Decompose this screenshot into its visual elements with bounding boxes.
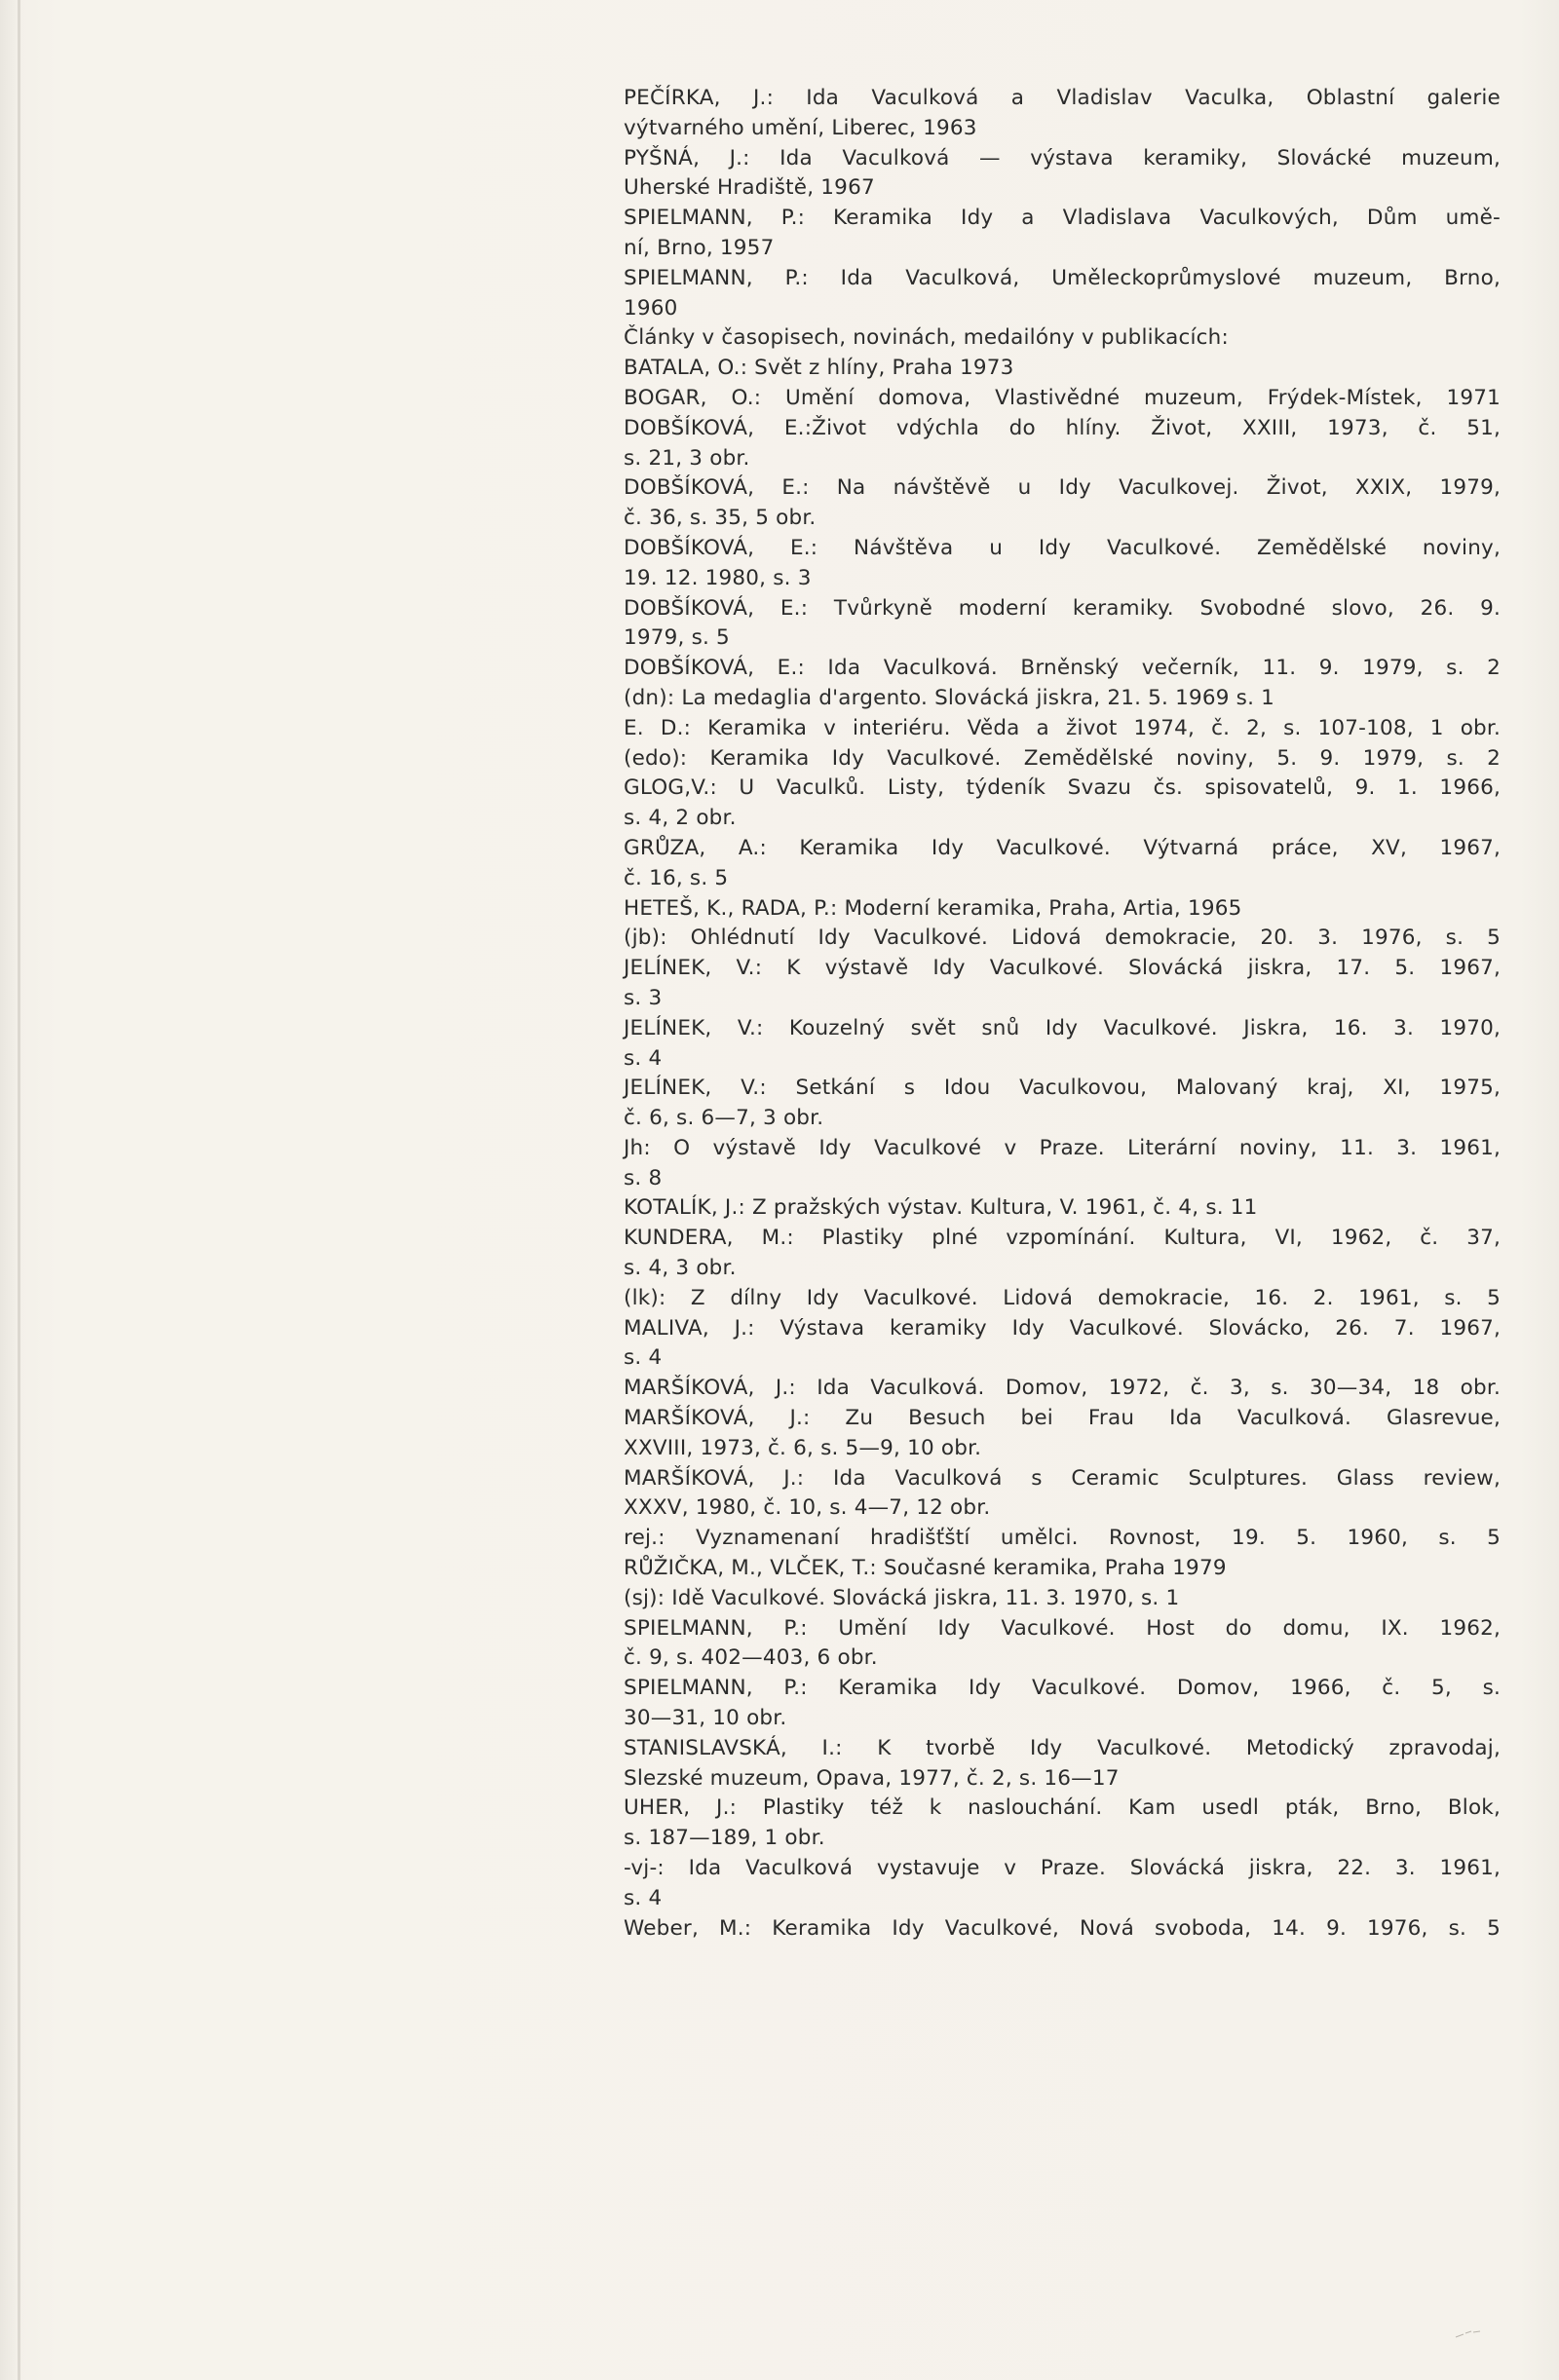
bibliography-line: JELÍNEK, V.: K výstavě Idy Vaculkové. Slovácká jiskra, 17. 5. 1967, bbox=[624, 956, 1501, 981]
bibliography-line: STANISLAVSKÁ, I.: K tvorbě Idy Vaculkové. Metodický zpravodaj, bbox=[624, 1735, 1501, 1760]
bibliography-line: s. 4 bbox=[624, 1345, 663, 1371]
bibliography-line: č. 9, s. 402—403, 6 obr. bbox=[624, 1645, 878, 1671]
bibliography-line: KOTALÍK, J.: Z pražských výstav. Kultura, V. 1961, č. 4, s. 11 bbox=[624, 1195, 1258, 1221]
bibliography-line: ní, Brno, 1957 bbox=[624, 235, 775, 260]
bibliography-line: s. 8 bbox=[624, 1165, 663, 1190]
bibliography-line: 1979, s. 5 bbox=[624, 625, 730, 651]
bibliography-line: XXXV, 1980, č. 10, s. 4—7, 12 obr. bbox=[624, 1495, 991, 1521]
bibliography-line: s. 4 bbox=[624, 1885, 663, 1910]
bibliography-line: MARŠÍKOVÁ, J.: Zu Besuch bei Frau Ida Vaculková. Glasrevue, bbox=[624, 1406, 1501, 1431]
bibliography-line: DOBŠÍKOVÁ, E.:Život vdýchla do hlíny. Život, XXIII, 1973, č. 51, bbox=[624, 415, 1501, 440]
binding-edge bbox=[18, 0, 20, 2380]
bibliography-line: výtvarného umění, Liberec, 1963 bbox=[624, 115, 977, 140]
bibliography-line: s. 3 bbox=[624, 985, 663, 1010]
bibliography-line: MARŠÍKOVÁ, J.: Ida Vaculková. Domov, 1972, č. 3, s. 30—34, 18 obr. bbox=[624, 1376, 1501, 1401]
bibliography-line: 19. 12. 1980, s. 3 bbox=[624, 565, 812, 590]
bibliography-line: -vj-: Ida Vaculková vystavuje v Praze. Slovácká jiskra, 22. 3. 1961, bbox=[624, 1856, 1501, 1881]
bibliography-line: UHER, J.: Plastiky též k naslouchání. Kam usedl pták, Brno, Blok, bbox=[624, 1795, 1501, 1821]
bibliography-line: 30—31, 10 obr. bbox=[624, 1706, 787, 1731]
bibliography-line: GLOG,V.: U Vaculků. Listy, týdeník Svazu čs. spisovatelů, 9. 1. 1966, bbox=[624, 775, 1501, 801]
bibliography-line: MARŠÍKOVÁ, J.: Ida Vaculková s Ceramic Sculptures. Glass review, bbox=[624, 1465, 1501, 1491]
bibliography-line: s. 187—189, 1 obr. bbox=[624, 1826, 825, 1851]
bibliography-line: DOBŠÍKOVÁ, E.: Návštěva u Idy Vaculkové. Zemědělské noviny, bbox=[624, 535, 1501, 560]
bibliography-line: JELÍNEK, V.: Kouzelný svět snů Idy Vaculkové. Jiskra, 16. 3. 1970, bbox=[624, 1015, 1501, 1040]
bibliography-line: s. 4, 3 obr. bbox=[624, 1256, 737, 1281]
bibliography-list bbox=[624, 84, 1501, 1944]
bibliography-line: SPIELMANN, P.: Ida Vaculková, Uměleckoprůmyslové muzeum, Brno, bbox=[624, 265, 1501, 290]
bibliography-line: SPIELMANN, P.: Umění Idy Vaculkové. Host do domu, IX. 1962, bbox=[624, 1615, 1501, 1641]
bibliography-line: (dn): La medaglia d'argento. Slovácká jiskra, 21. 5. 1969 s. 1 bbox=[624, 685, 1275, 710]
bibliography-line: DOBŠÍKOVÁ, E.: Na návštěvě u Idy Vaculkovej. Život, XXIX, 1979, bbox=[624, 475, 1501, 501]
bibliography-line: PEČÍRKA, J.: Ida Vaculková a Vladislav Vaculka, Oblastní galerie bbox=[624, 86, 1501, 110]
bibliography-line: SPIELMANN, P.: Keramika Idy a Vladislava Vaculkových, Dům umě- bbox=[624, 206, 1501, 231]
bibliography-line: rej.: Vyznamenaní hradišťští umělci. Rovnost, 19. 5. 1960, s. 5 bbox=[624, 1526, 1501, 1551]
bibliography-line: BATALA, O.: Svět z hlíny, Praha 1973 bbox=[624, 356, 1014, 381]
bibliography-line: 1960 bbox=[624, 295, 678, 321]
bibliography-line: DOBŠÍKOVÁ, E.: Ida Vaculková. Brněnský večerník, 11. 9. 1979, s. 2 bbox=[624, 656, 1501, 681]
bibliography-line: Slezské muzeum, Opava, 1977, č. 2, s. 16—17 bbox=[624, 1765, 1120, 1791]
bibliography-line: Weber, M.: Keramika Idy Vaculkové, Nová svoboda, 14. 9. 1976, s. 5 bbox=[624, 1915, 1501, 1941]
bibliography-line: HETEŠ, K., RADA, P.: Moderní keramika, Praha, Artia, 1965 bbox=[624, 895, 1242, 921]
bibliography-line: E. D.: Keramika v interiéru. Věda a život 1974, č. 2, s. 107-108, 1 obr. bbox=[624, 715, 1501, 740]
bibliography-line: č. 16, s. 5 bbox=[624, 865, 729, 890]
bibliography-line: Uherské Hradiště, 1967 bbox=[624, 175, 875, 201]
bibliography-line: XXVIII, 1973, č. 6, s. 5—9, 10 obr. bbox=[624, 1435, 982, 1460]
bibliography-line: (jb): Ohlédnutí Idy Vaculkové. Lidová demokracie, 20. 3. 1976, s. 5 bbox=[624, 926, 1501, 951]
bibliography-line: MALIVA, J.: Výstava keramiky Idy Vaculkové. Slovácko, 26. 7. 1967, bbox=[624, 1315, 1501, 1341]
bibliography-line: Jh: O výstavě Idy Vaculkové v Praze. Literární noviny, 11. 3. 1961, bbox=[624, 1135, 1501, 1160]
bibliography-line: KUNDERA, M.: Plastiky plné vzpomínání. Kultura, VI, 1962, č. 37, bbox=[624, 1226, 1501, 1251]
bibliography-line: GRŮZA, A.: Keramika Idy Vaculkové. Výtvarná práce, XV, 1967, bbox=[624, 835, 1501, 860]
pencil-mark bbox=[1455, 2330, 1482, 2338]
bibliography-line: PYŠNÁ, J.: Ida Vaculková — výstava keramiky, Slovácké muzeum, bbox=[624, 145, 1501, 170]
bibliography-line: BOGAR, O.: Umění domova, Vlastivědné muzeum, Frýdek-Místek, 1971 bbox=[624, 385, 1501, 410]
bibliography-line: č. 36, s. 35, 5 obr. bbox=[624, 506, 817, 531]
bibliography-line: s. 4 bbox=[624, 1045, 663, 1071]
bibliography-line: DOBŠÍKOVÁ, E.: Tvůrkyně moderní keramiky. Svobodné slovo, 26. 9. bbox=[624, 595, 1501, 621]
bibliography-line: SPIELMANN, P.: Keramika Idy Vaculkové. Domov, 1966, č. 5, s. bbox=[624, 1676, 1501, 1701]
bibliography-line: (sj): Idě Vaculkové. Slovácká jiskra, 11. 3. 1970, s. 1 bbox=[624, 1585, 1180, 1610]
bibliography-line: s. 21, 3 obr. bbox=[624, 445, 750, 471]
bibliography-line: č. 6, s. 6—7, 3 obr. bbox=[624, 1106, 824, 1131]
bibliography-line: (lk): Z dílny Idy Vaculkové. Lidová demokracie, 16. 2. 1961, s. 5 bbox=[624, 1285, 1501, 1310]
bibliography-line: RŮŽIČKA, M., VLČEK, T.: Současné keramika, Praha 1979 bbox=[624, 1556, 1227, 1581]
bibliography-line: Články v časopisech, novinách, medailóny v publikacích: bbox=[624, 325, 1229, 351]
bibliography-line: JELÍNEK, V.: Setkání s Idou Vaculkovou, Malovaný kraj, XI, 1975, bbox=[624, 1076, 1501, 1101]
bibliography-line: s. 4, 2 obr. bbox=[624, 806, 737, 831]
bibliography-line: (edo): Keramika Idy Vaculkové. Zemědělské noviny, 5. 9. 1979, s. 2 bbox=[624, 745, 1501, 771]
